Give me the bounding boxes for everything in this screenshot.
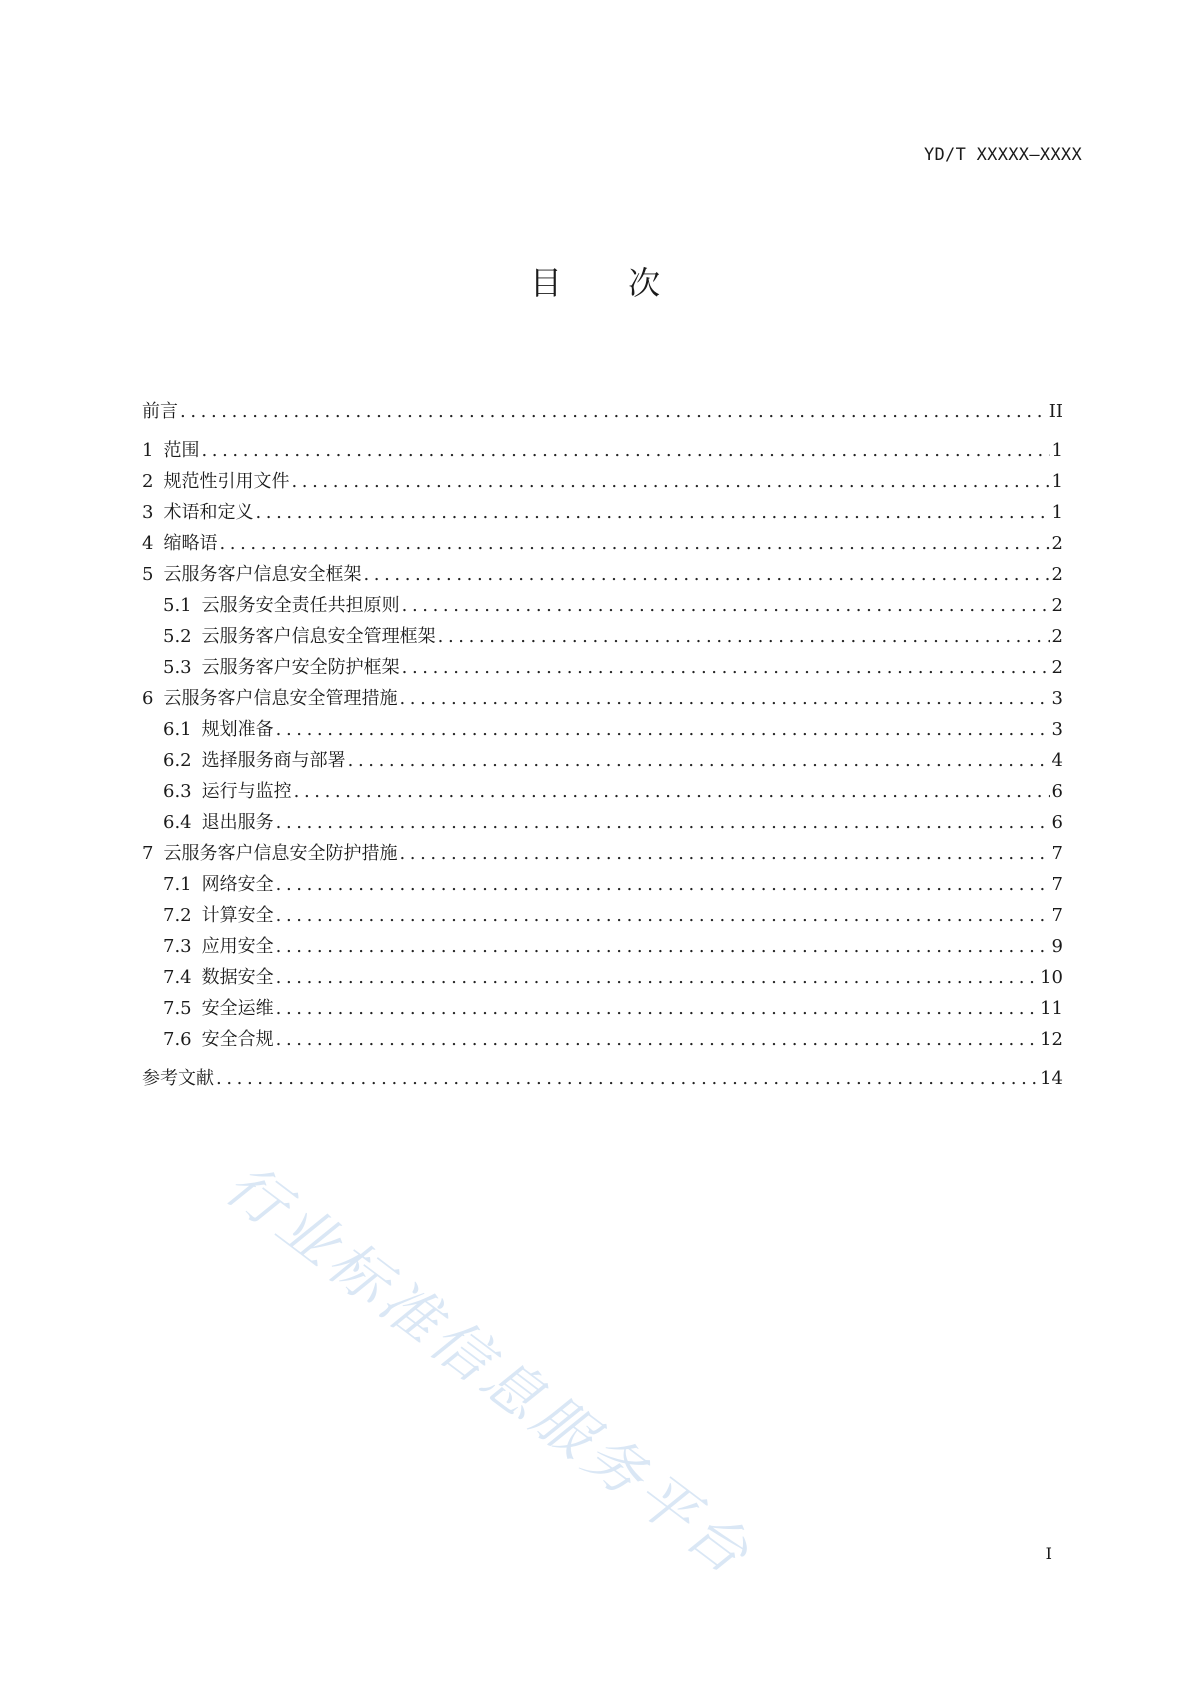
toc-dot-leader	[276, 1029, 1038, 1050]
toc-entry-label	[142, 994, 274, 1020]
toc-entry-label	[142, 498, 253, 524]
toc-entry-page: 1	[1051, 502, 1063, 523]
toc-entry-page: 1	[1051, 440, 1063, 461]
toc-dot-leader	[402, 657, 1050, 678]
toc-entry-text: 应用安全	[201, 936, 274, 957]
toc-entry[interactable]	[142, 963, 1063, 994]
toc-entry[interactable]	[142, 1064, 1063, 1095]
toc-entry-number: 5.3	[163, 657, 192, 678]
toc-entry-number: 7.3	[163, 936, 192, 957]
toc-entry-page: 6	[1051, 812, 1063, 833]
toc-dot-leader	[402, 595, 1050, 616]
toc-dot-leader	[216, 1068, 1038, 1089]
toc-entry[interactable]	[142, 777, 1063, 808]
toc-entry-text: 云服务客户安全防护框架	[201, 657, 400, 678]
toc-entry-text: 云服务客户信息安全防护措施	[163, 843, 398, 864]
toc-dot-leader	[276, 905, 1050, 926]
toc-entry[interactable]	[142, 622, 1063, 653]
toc-entry-label	[142, 870, 274, 896]
toc-entry-label	[142, 467, 289, 493]
toc-entry-number: 7.2	[163, 905, 192, 926]
toc-entry-text: 云服务客户信息安全管理框架	[201, 626, 436, 647]
toc-entry-number: 6	[142, 688, 154, 709]
toc-entry-number: 1	[142, 440, 154, 461]
toc-dot-leader	[255, 502, 1049, 523]
toc-entry[interactable]	[142, 529, 1063, 560]
page-number: I	[1045, 1544, 1052, 1563]
toc-entry-text: 运行与监控	[201, 781, 292, 802]
toc-entry-text: 云服务客户信息安全管理措施	[163, 688, 398, 709]
toc-entry-page: 11	[1040, 998, 1063, 1019]
toc-entry[interactable]	[142, 684, 1063, 715]
toc-entry-number: 6.1	[163, 719, 192, 740]
toc-entry-number: 6.3	[163, 781, 192, 802]
toc-entry-label	[142, 777, 292, 803]
toc-dot-leader	[291, 471, 1049, 492]
toc-entry[interactable]	[142, 397, 1063, 428]
toc-entry-text: 前言	[142, 401, 178, 422]
toc-entry[interactable]	[142, 498, 1063, 529]
toc-entry-page: 2	[1051, 657, 1063, 678]
toc-entry-label	[142, 746, 346, 772]
toc-entry-number: 6.2	[163, 750, 192, 771]
toc-entry-number: 4	[142, 533, 154, 554]
page-title: 目 次	[529, 264, 689, 302]
toc-entry-page: 7	[1051, 843, 1063, 864]
toc-entry-text: 安全运维	[201, 998, 274, 1019]
toc-entry-number: 5	[142, 564, 154, 585]
toc-entry-text: 规范性引用文件	[163, 471, 290, 492]
toc-entry-text: 计算安全	[201, 905, 274, 926]
toc-entry-label	[142, 1025, 274, 1051]
toc-entry[interactable]	[142, 746, 1063, 777]
toc-entry-label	[142, 560, 361, 586]
toc-entry-page: 6	[1051, 781, 1063, 802]
toc-entry[interactable]	[142, 715, 1063, 746]
toc-entry-label	[142, 839, 397, 865]
toc-entry-page: II	[1048, 401, 1063, 422]
toc-entry-page: 10	[1040, 967, 1063, 988]
toc-entry-text: 网络安全	[201, 874, 274, 895]
toc-entry-number: 3	[142, 502, 154, 523]
toc-entry-label	[142, 684, 397, 710]
toc-dot-leader	[276, 812, 1050, 833]
toc-entry-page: 4	[1051, 750, 1063, 771]
toc-entry-label	[142, 901, 274, 927]
toc-entry-page: 1	[1051, 471, 1063, 492]
toc-entry-text: 缩略语	[163, 533, 218, 554]
toc-entry-number: 2	[142, 471, 154, 492]
toc-entry-text: 术语和定义	[163, 502, 254, 523]
toc-entry[interactable]	[142, 994, 1063, 1025]
toc-entry-number: 7.6	[163, 1029, 192, 1050]
toc-entry-page: 3	[1051, 688, 1063, 709]
toc-entry[interactable]	[142, 653, 1063, 684]
toc-entry-page: 3	[1051, 719, 1063, 740]
toc-dot-leader	[276, 998, 1038, 1019]
toc-entry-page: 2	[1051, 533, 1063, 554]
toc-entry[interactable]	[142, 560, 1063, 591]
toc-entry-text: 安全合规	[201, 1029, 274, 1050]
toc-entry-label	[142, 808, 274, 834]
toc-entry-number: 7	[142, 843, 154, 864]
toc-entry-label	[142, 963, 274, 989]
toc-dot-leader	[276, 936, 1050, 957]
toc-dot-leader	[276, 719, 1050, 740]
toc-entry-text: 选择服务商与部署	[201, 750, 346, 771]
toc-entry-number: 7.5	[163, 998, 192, 1019]
toc-entry-label	[142, 591, 400, 617]
toc-entry-number: 7.1	[163, 874, 192, 895]
toc-entry[interactable]	[142, 870, 1063, 901]
toc-entry-label	[142, 653, 400, 679]
toc-entry-page: 7	[1051, 874, 1063, 895]
toc-entry-label	[142, 436, 199, 462]
toc-dot-leader	[276, 874, 1050, 895]
toc-entry-number: 5.2	[163, 626, 192, 647]
toc-entry[interactable]	[142, 808, 1063, 839]
toc-entry-label	[142, 622, 436, 648]
toc-entry-page: 12	[1040, 1029, 1063, 1050]
toc-entry[interactable]	[142, 436, 1063, 467]
toc-entry-text: 参考文献	[142, 1068, 214, 1089]
toc-entry-page: 2	[1051, 626, 1063, 647]
document-code: YD/T XXXXX—XXXX	[923, 145, 1082, 165]
toc-entry[interactable]	[142, 1025, 1063, 1056]
toc-entry-page: 7	[1051, 905, 1063, 926]
toc-dot-leader	[348, 750, 1050, 771]
toc-entry[interactable]	[142, 932, 1063, 963]
toc-entry-number: 6.4	[163, 812, 192, 833]
toc-entry[interactable]	[142, 591, 1063, 622]
toc-entry-number: 5.1	[163, 595, 192, 616]
toc-entry-label	[142, 715, 274, 741]
toc-dot-leader	[276, 967, 1038, 988]
toc-entry-text: 退出服务	[201, 812, 274, 833]
toc-entry[interactable]	[142, 901, 1063, 932]
toc-dot-leader	[294, 781, 1050, 802]
toc-entry[interactable]	[142, 839, 1063, 870]
toc-entry-label	[142, 397, 178, 423]
toc-dot-leader	[180, 401, 1047, 422]
toc-dot-leader	[219, 533, 1049, 554]
toc-dot-leader	[201, 440, 1049, 461]
toc-entry-page: 9	[1051, 936, 1063, 957]
toc-entry-page: 2	[1051, 595, 1063, 616]
toc-entry-label	[142, 932, 274, 958]
watermark: 行业标准信息服务平台	[213, 1150, 766, 1590]
toc-entry-text: 云服务安全责任共担原则	[201, 595, 400, 616]
toc-dot-leader	[363, 564, 1049, 585]
toc-dot-leader	[438, 626, 1050, 647]
toc-entry[interactable]	[142, 467, 1063, 498]
toc-entry-text: 数据安全	[201, 967, 274, 988]
toc-entry-page: 14	[1040, 1068, 1063, 1089]
toc-entry-text: 规划准备	[201, 719, 274, 740]
toc-dot-leader	[399, 843, 1049, 864]
toc-entry-text: 云服务客户信息安全框架	[163, 564, 362, 585]
toc-entry-label	[142, 529, 217, 555]
toc-entry-label	[142, 1064, 214, 1090]
toc-dot-leader	[399, 688, 1049, 709]
toc-entry-page: 2	[1051, 564, 1063, 585]
table-of-contents	[142, 397, 1063, 1095]
toc-entry-text: 范围	[163, 440, 200, 461]
toc-entry-number: 7.4	[163, 967, 192, 988]
